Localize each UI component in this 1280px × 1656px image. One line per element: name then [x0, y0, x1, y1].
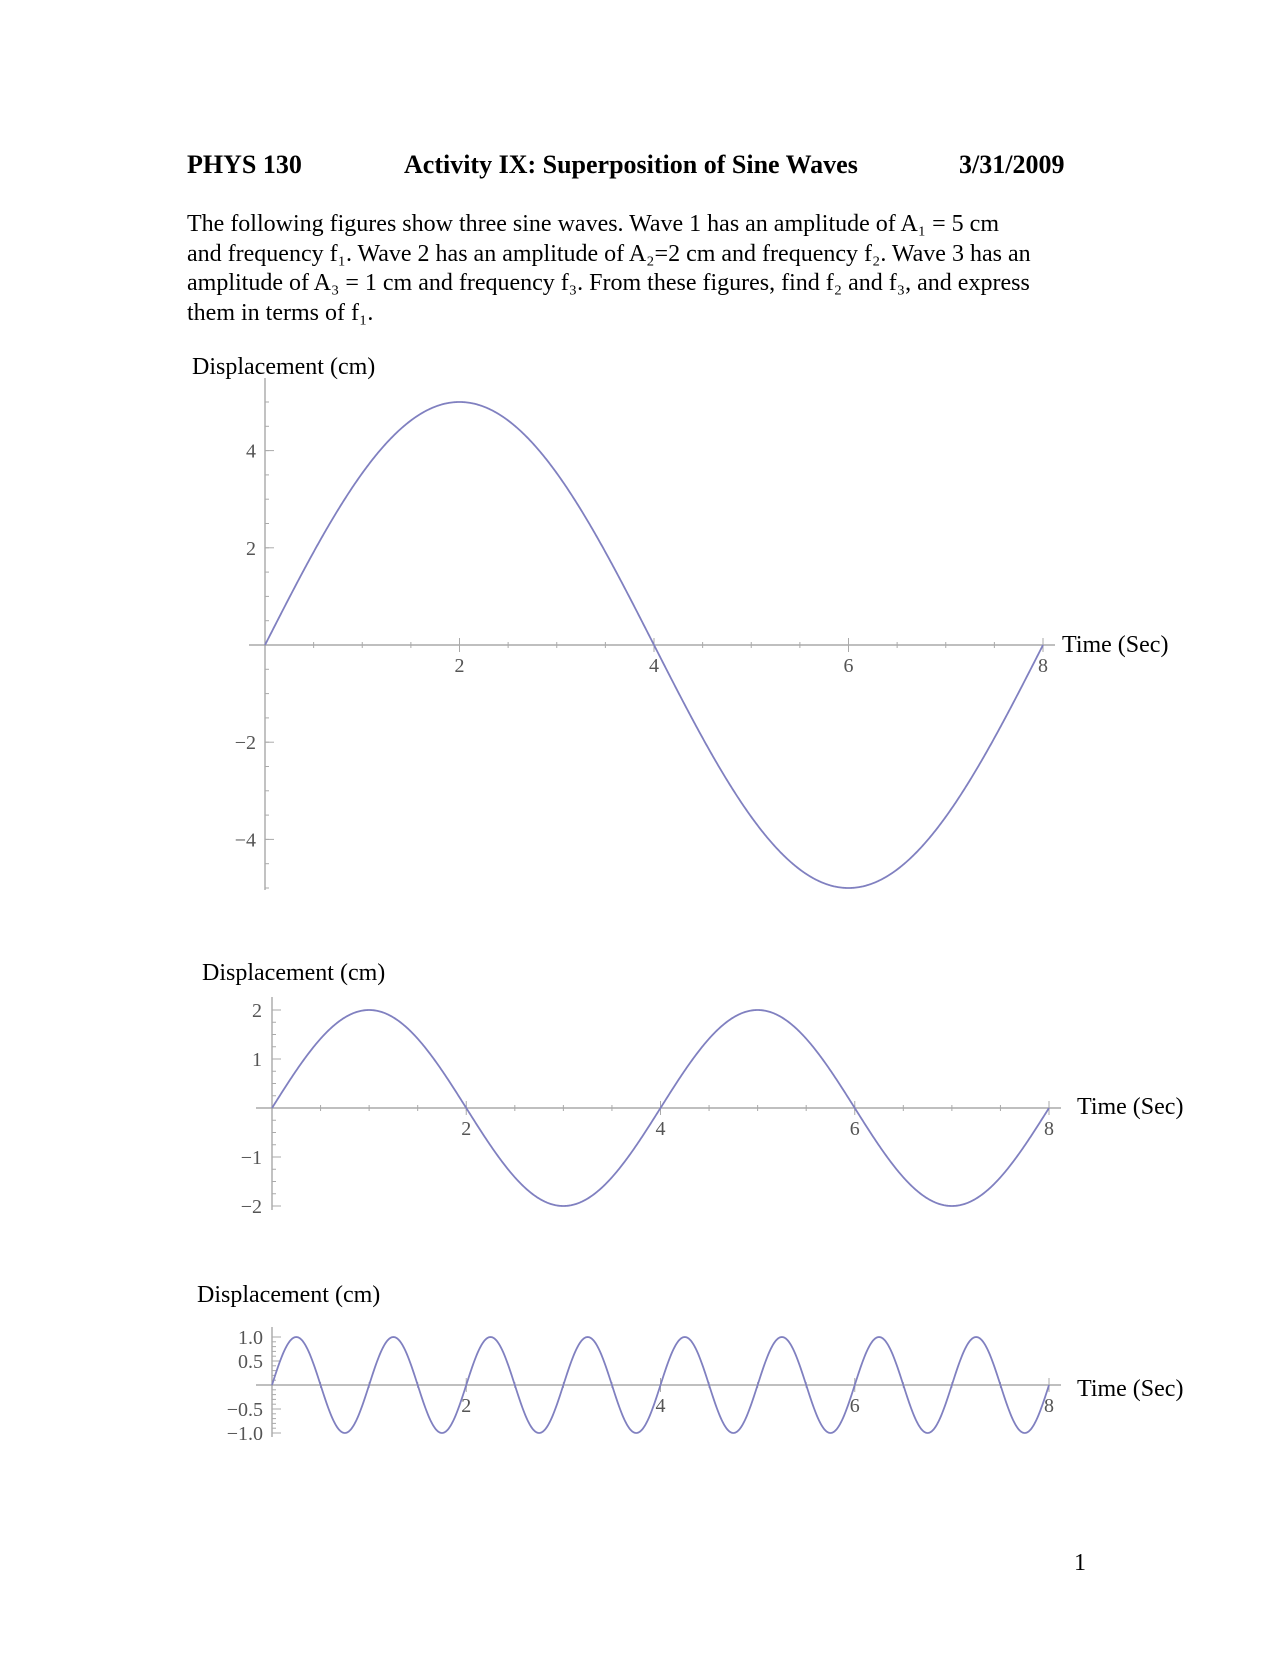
x-axis-label: Time (Sec) [1077, 1376, 1184, 1402]
x-tick-label: 4 [655, 1395, 666, 1417]
x-tick-label: 6 [849, 1395, 860, 1417]
x-tick-label: 6 [849, 1118, 860, 1140]
y-tick-label: −2 [234, 732, 256, 755]
page-header [187, 150, 1077, 190]
x-axis-label: Time (Sec) [1062, 632, 1169, 658]
activity-date: 3/31/2009 [959, 150, 1065, 179]
intro-line: amplitude of A₃ = 1 cm and frequency f₃. From these figures, find f₂ and f₃, and express [187, 270, 1030, 296]
page-number: 1 [1074, 1550, 1086, 1576]
x-tick-label: 2 [454, 655, 465, 677]
y-tick-label: −1.0 [226, 1423, 263, 1445]
wave-1-graph [0, 350, 1280, 890]
y-tick-label: 1 [252, 1049, 262, 1071]
y-tick-label: 2 [246, 537, 256, 560]
activity-title: Activity IX: Superposition of Sine Waves [404, 150, 858, 179]
y-tick-label: 4 [246, 440, 256, 463]
intro-line: and frequency f₁. Wave 2 has an amplitude of A₂=2 cm and frequency f₂. Wave 3 has an [187, 240, 1031, 267]
x-tick-label: 8 [1038, 655, 1048, 677]
wave-2-graph [0, 940, 1280, 1218]
x-tick-label: 2 [461, 1395, 472, 1417]
course-code: PHYS 130 [187, 150, 302, 179]
x-tick-label: 4 [655, 1118, 666, 1140]
x-tick-label: 6 [843, 655, 854, 677]
x-tick-label: 4 [649, 655, 659, 677]
x-tick-label: 8 [1044, 1395, 1054, 1417]
y-axis-label: Displacement (cm) [192, 354, 376, 380]
y-tick-label: 0.5 [238, 1351, 263, 1373]
y-tick-label: 1.0 [238, 1327, 263, 1349]
y-axis-label: Displacement (cm) [202, 960, 386, 986]
x-axis-label: Time (Sec) [1077, 1094, 1184, 1120]
intro-line: The following figures show three sine waves. Wave 1 has an amplitude of A₁ = 5 cm [187, 211, 1000, 237]
y-axis-label: Displacement (cm) [197, 1282, 381, 1308]
x-tick-label: 8 [1044, 1118, 1054, 1140]
y-tick-label: −4 [234, 829, 256, 852]
y-tick-label: 2 [252, 1000, 262, 1022]
y-tick-label: −2 [240, 1196, 262, 1218]
y-tick-label: −1 [240, 1147, 262, 1169]
intro-line: them in terms of f₁. [187, 299, 374, 326]
x-tick-label: 2 [461, 1118, 472, 1140]
y-tick-label: −0.5 [226, 1399, 263, 1421]
intro-paragraph [187, 210, 1087, 328]
wave-3-graph [0, 1265, 1280, 1465]
